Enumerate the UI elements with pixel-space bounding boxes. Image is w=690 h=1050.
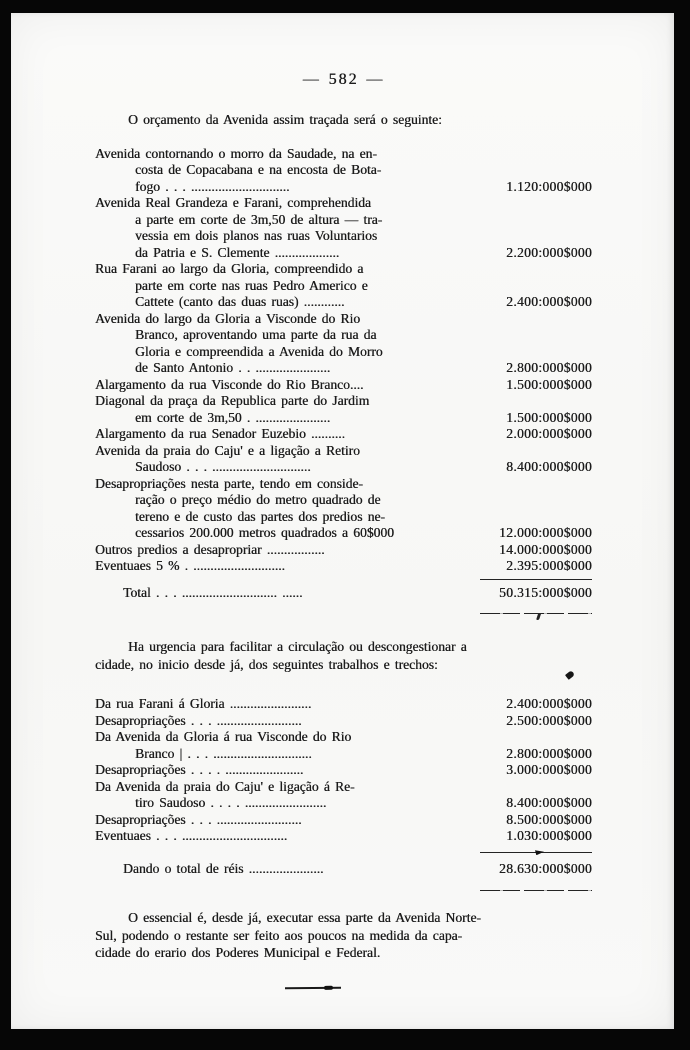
urgency-line: cidade, no inicio desde já, dos seguintes trabalhos e trechos: — [95, 656, 438, 672]
budget-row — [95, 195, 592, 212]
grand-total-value: 28.630:000$000 — [499, 861, 592, 877]
budget-row — [95, 410, 592, 427]
budget-row — [95, 476, 592, 493]
budget-row-text: Avenida contornando o morro da Saudade, na en- — [95, 145, 377, 161]
urgent-row — [95, 729, 592, 746]
urgent-row-value: 2.800:000$000 — [506, 745, 592, 761]
budget-row — [95, 443, 592, 460]
budget-row — [95, 162, 592, 179]
budget-row-text: parte em corte nas ruas Pedro Americo e — [135, 277, 368, 293]
budget-row-value: 2.000:000$000 — [506, 426, 592, 441]
budget-row-value: 1.500:000$000 — [506, 376, 592, 392]
budget-row — [95, 146, 592, 163]
urgent-row — [95, 713, 592, 730]
urgency-line: Ha urgencia para facilitar a circulação ou descongestionar a — [128, 639, 467, 655]
budget-row — [95, 212, 592, 229]
arrow-mark — [535, 848, 544, 855]
budget-row-value: 2.200:000$000 — [506, 244, 592, 260]
urgent-row-value: 8.400:000$000 — [506, 795, 592, 811]
intro-paragraph: O orçamento da Avenida assim traçada será o seguinte: — [128, 112, 442, 127]
total-rule-top — [480, 579, 592, 581]
budget-row-text: fogo . . . ............................. — [135, 178, 290, 194]
budget-list — [95, 146, 592, 575]
budget-row-text: a parte em corte de 3m,50 de altura — tra- — [135, 211, 383, 227]
budget-row-text: em corte de 3m,50 . ...................... — [135, 409, 331, 425]
budget-row-text: Branco, aproventando uma parte da rua da — [135, 327, 377, 342]
budget-row-text: Eventuaes 5 % . ........................... — [95, 558, 285, 573]
budget-row — [95, 344, 592, 361]
urgent-row — [95, 762, 592, 779]
budget-row — [95, 245, 592, 262]
budget-row-value: 2.800:000$000 — [506, 360, 592, 375]
urgent-row-value: 1.030:000$000 — [506, 828, 592, 844]
budget-row-text: tereno e de custo das partes dos predios ne- — [135, 508, 385, 524]
budget-row — [95, 492, 592, 509]
budget-row-text: Avenida Real Grandeza e Farani, comprehendida — [95, 195, 371, 210]
budget-total-label: Total . . . ............................ ...... — [123, 585, 303, 601]
urgent-row-value: 8.500:000$000 — [506, 811, 592, 827]
closing-line: cidade do erario dos Poderes Municipal e Federal. — [95, 945, 381, 961]
budget-row-value: 2.400:000$000 — [506, 294, 592, 309]
urgent-row-text: Desapropriações . . . . ....................... — [95, 762, 304, 778]
budget-row-text: Alargamento da rua Visconde do Rio Branco.... — [95, 376, 364, 392]
budget-row-value: 14.000:000$000 — [499, 541, 592, 557]
budget-row — [95, 377, 592, 394]
budget-row — [95, 294, 592, 311]
urgent-row-text: tiro Saudoso . . . . ........................ — [135, 795, 327, 811]
closing-paragraph — [95, 909, 592, 962]
budget-row-text: Outros predios a desapropriar ................. — [95, 541, 325, 557]
urgent-row-value: 2.400:000$000 — [506, 696, 592, 712]
closing-line: Sul, podendo o restante ser feito aos poucos na medida da capa- — [95, 927, 463, 943]
budget-row-text: Gloria e compreendida a Avenida do Morro — [135, 343, 383, 359]
budget-total-row — [95, 585, 592, 602]
budget-row-text: Rua Farani ao largo da Gloria, compreendido a — [95, 261, 364, 276]
budget-row — [95, 278, 592, 295]
ink-blot — [536, 614, 541, 620]
budget-row-text: Saudoso . . . ............................. — [135, 459, 311, 474]
budget-row-text: Desapropriações nesta parte, tendo em conside- — [95, 475, 363, 491]
budget-row-text: Diagonal da praça da Republica parte do Jardim — [95, 393, 370, 408]
budget-row-text: ração o preço médio do metro quadrado de — [135, 492, 381, 507]
budget-row-text: Alargamento da rua Senador Euzebio .......... — [95, 426, 345, 441]
grand-total-label: Dando o total de réis ...................... — [123, 861, 324, 877]
urgent-row — [95, 828, 592, 845]
budget-row — [95, 459, 592, 476]
total-rule-bottom — [480, 613, 592, 615]
budget-total-value: 50.315:000$000 — [499, 585, 592, 601]
urgent-row-text: Da rua Farani á Gloria ........................ — [95, 696, 312, 712]
budget-row-value: 8.400:000$000 — [506, 459, 592, 474]
urgent-row — [95, 696, 592, 713]
urgent-row-text: Desapropriações . . . ......................... — [95, 712, 302, 728]
urgent-row — [95, 779, 592, 796]
urgent-row — [95, 795, 592, 812]
budget-row-value: 2.395:000$000 — [506, 558, 592, 573]
budget-row-text: vessia em dois planos nas ruas Voluntarios — [135, 228, 378, 243]
budget-row-text: Avenida do largo da Gloria a Visconde do Rio — [95, 310, 361, 326]
closing-line: O essencial é, desde já, executar essa parte da Avenida Norte- — [128, 910, 481, 926]
budget-row — [95, 509, 592, 526]
urgent-row-text: Da Avenida da Gloria á rua Visconde do Rio — [95, 729, 352, 745]
grand-total-rule-bottom — [480, 890, 592, 892]
document-page — [11, 13, 674, 1029]
budget-row — [95, 327, 592, 344]
budget-row — [95, 179, 592, 196]
budget-row — [95, 426, 592, 443]
budget-row-value: 1.120:000$000 — [506, 178, 592, 194]
budget-row-value: 1.500:000$000 — [506, 409, 592, 425]
budget-row-text: da Patria e S. Clemente ................... — [135, 244, 340, 260]
urgency-paragraph — [95, 638, 592, 673]
budget-row — [95, 542, 592, 559]
page-number: — 582 — — [302, 71, 385, 88]
budget-row-text: costa de Copacabana e na encosta de Bota- — [135, 162, 382, 177]
grand-total-row — [95, 861, 592, 878]
budget-row — [95, 261, 592, 278]
budget-row-text: Avenida da praia do Caju' e a ligação a Retiro — [95, 442, 360, 458]
budget-row-value: 12.000:000$000 — [499, 525, 592, 540]
budget-row-text: cessarios 200.000 metros quadrados a 60$000 — [135, 525, 394, 540]
grand-total-rule-top — [480, 852, 592, 854]
urgent-row-value: 3.000:000$000 — [506, 762, 592, 778]
urgent-row-text: Desapropriações . . . ......................... — [95, 811, 302, 827]
budget-row — [95, 393, 592, 410]
budget-row — [95, 311, 592, 328]
urgent-works-list — [95, 696, 592, 845]
urgent-row-value: 2.500:000$000 — [506, 712, 592, 728]
urgent-row-text: Eventuaes . . . ............................... — [95, 828, 288, 844]
section-end-divider — [285, 987, 341, 990]
urgent-row-text: Da Avenida da praia do Caju' e ligação á Re- — [95, 778, 355, 794]
budget-row-text: de Santo Antonio . . ...................... — [135, 360, 331, 375]
budget-row — [95, 360, 592, 377]
budget-row-text: Cattete (canto das duas ruas) ............ — [135, 294, 345, 309]
urgent-row-text: Branco | . . . ............................. — [135, 745, 312, 761]
urgent-row — [95, 746, 592, 763]
budget-row — [95, 558, 592, 575]
urgent-row — [95, 812, 592, 829]
budget-row — [95, 228, 592, 245]
budget-row — [95, 525, 592, 542]
page-content — [11, 71, 674, 989]
